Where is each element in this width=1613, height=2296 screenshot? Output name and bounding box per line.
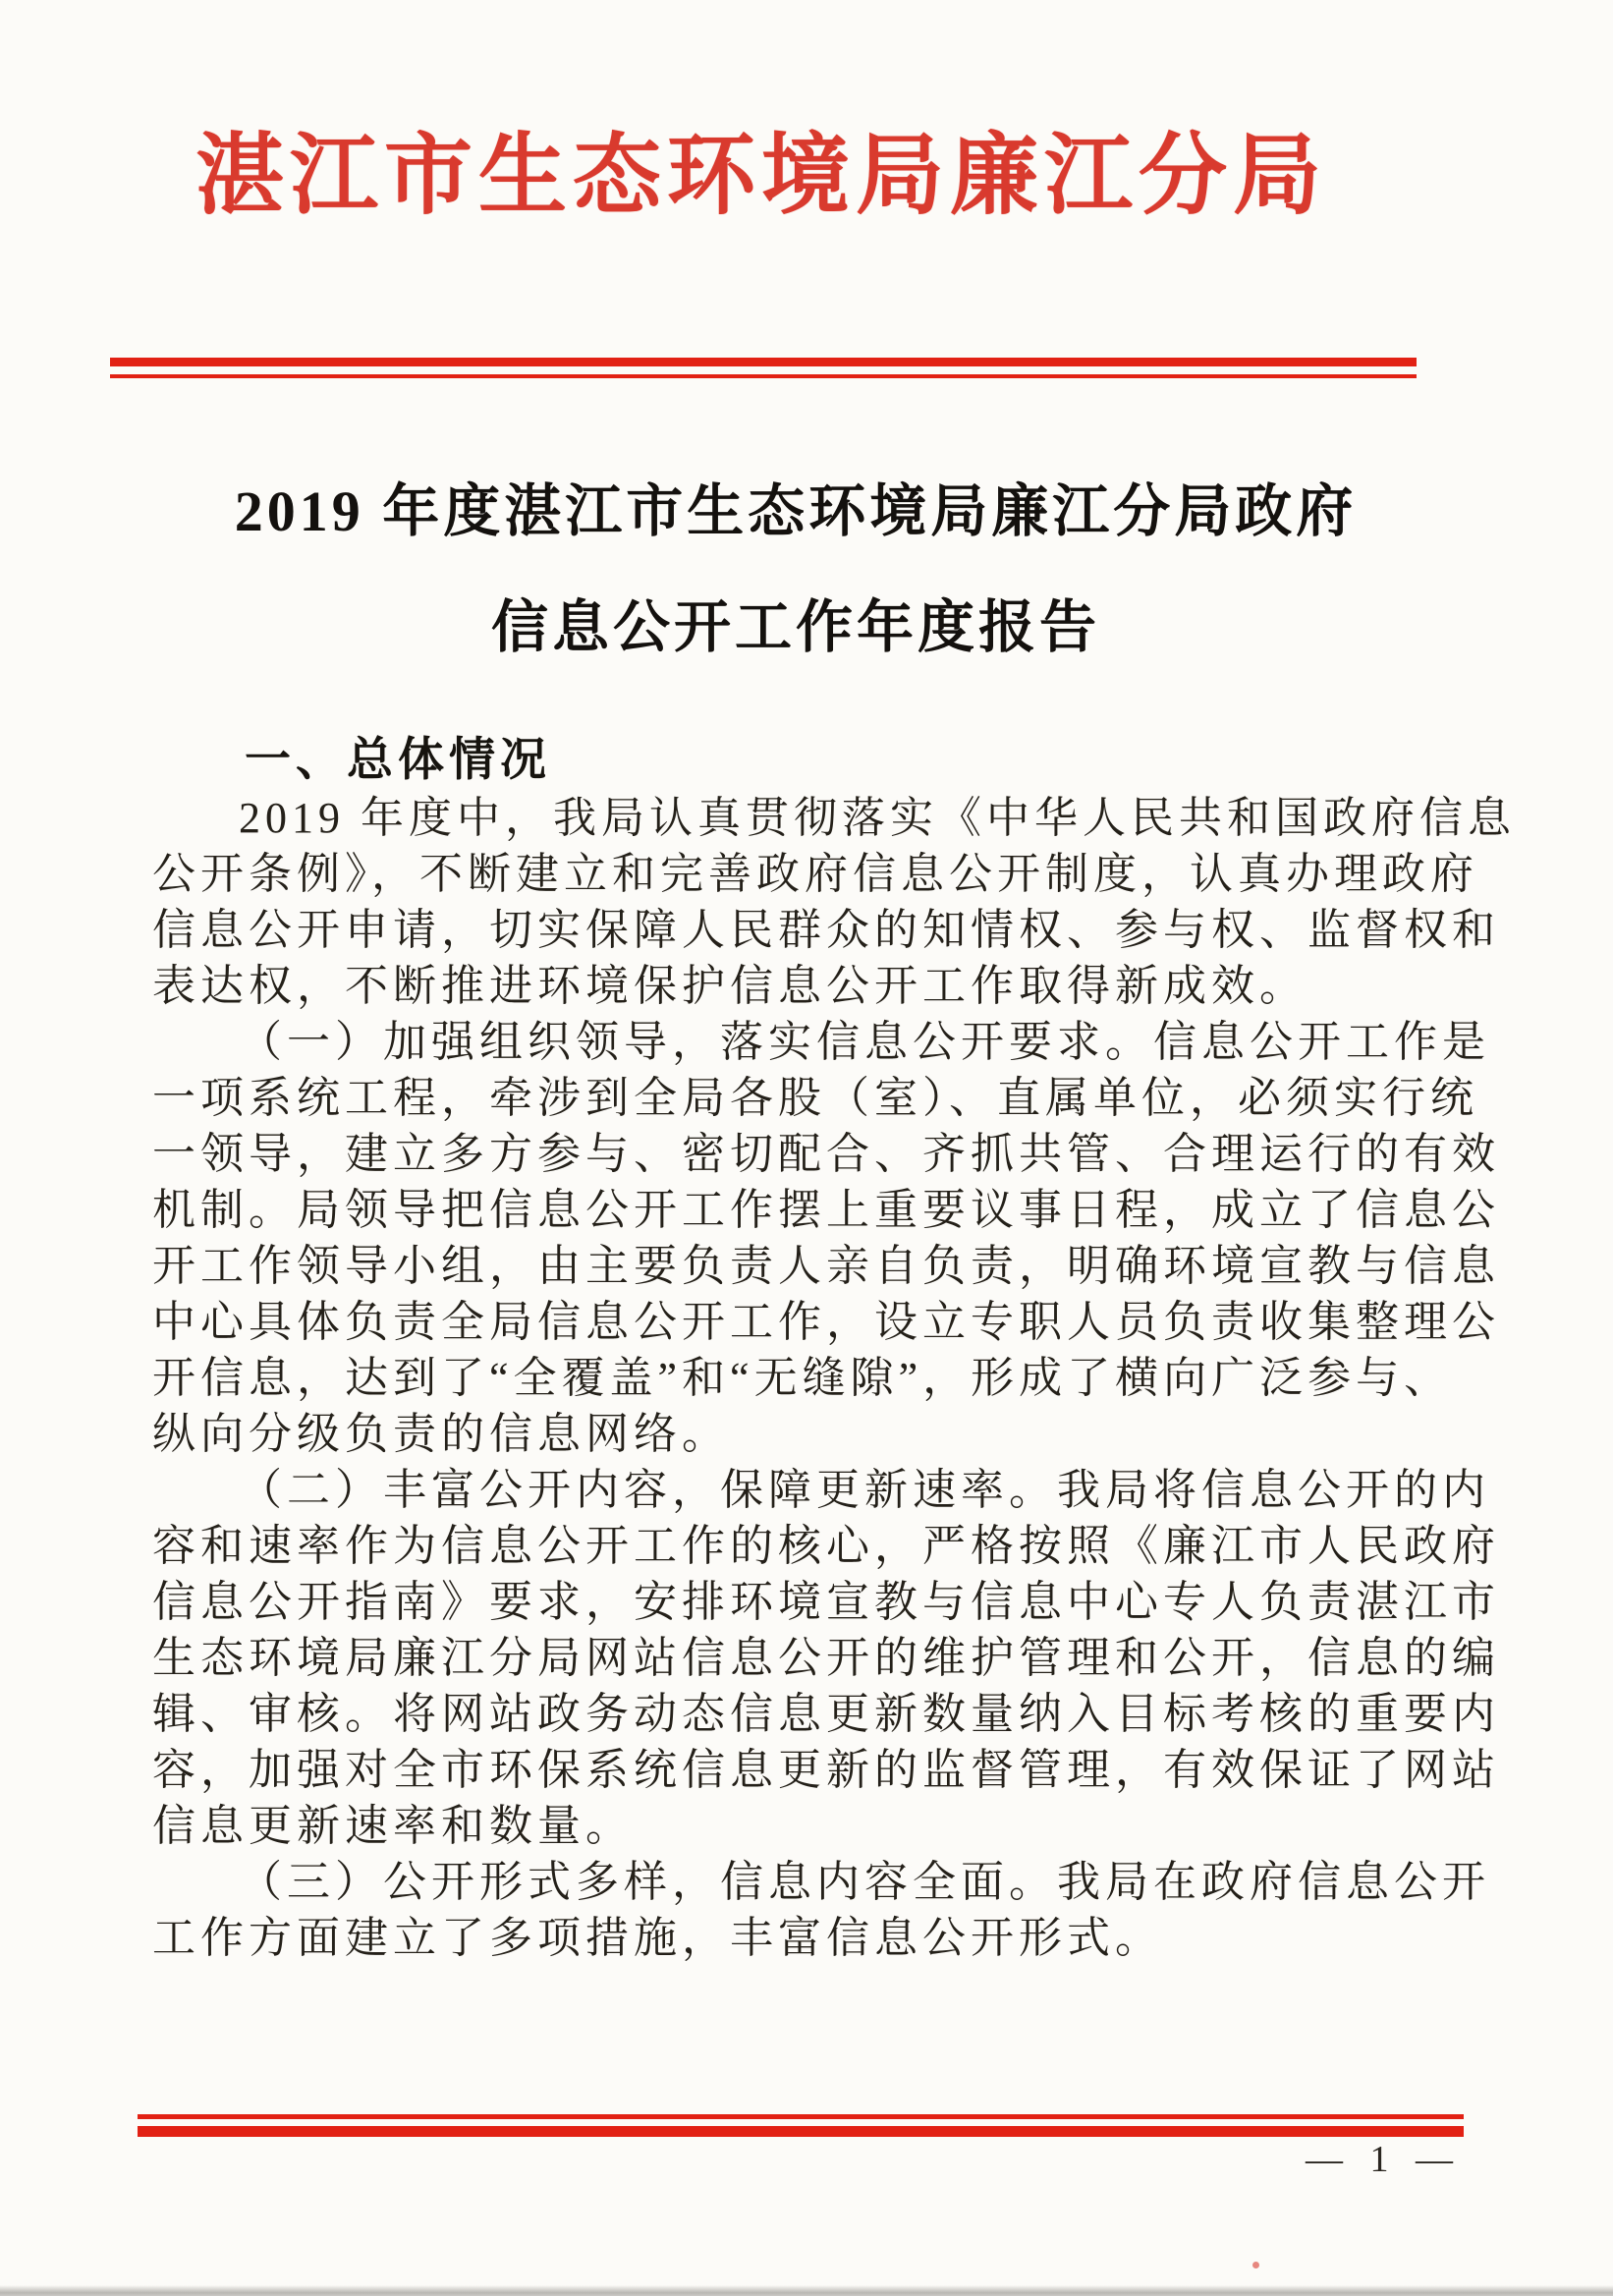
body-line: 信息更新速率和数量。 (152, 1802, 634, 1850)
body-line: 一领导，建立多方参与、密切配合、齐抓共管、合理运行的有效 (152, 1130, 1500, 1178)
page-number: — 1 — (1306, 2139, 1455, 2180)
body-line: 信息公开申请，切实保障人民群众的知情权、参与权、监督权和 (152, 906, 1500, 954)
body-line: 机制。局领导把信息公开工作摆上重要议事日程，成立了信息公 (152, 1186, 1500, 1234)
footer-rule-thick (138, 2126, 1464, 2137)
body-line: （二）丰富公开内容，保障更新速率。我局将信息公开的内 (239, 1466, 1490, 1514)
body-line: 2019 年度中，我局认真贯彻落实《中华人民共和国政府信息 (239, 794, 1516, 842)
body-line: （一）加强组织领导，落实信息公开要求。信息公开工作是 (239, 1018, 1490, 1066)
body-line: 开信息，达到了“全覆盖”和“无缝隙”，形成了横向广泛参与、 (152, 1354, 1453, 1402)
body-line: 容和速率作为信息公开工作的核心，严格按照《廉江市人民政府 (152, 1522, 1500, 1570)
document-body (152, 729, 1516, 1966)
title-line-1: 2019 年度湛江市生态环境局廉江分局政府 (234, 479, 1358, 543)
body-line: 纵向分级负责的信息网络。 (152, 1410, 730, 1458)
body-lines (152, 790, 1516, 1966)
body-line: 信息公开指南》要求，安排环境宣教与信息中心专人负责湛江市 (152, 1578, 1500, 1626)
scan-speck (1252, 2262, 1259, 2268)
document-title (59, 454, 1532, 686)
title-line-2: 信息公开工作年度报告 (490, 595, 1100, 659)
footer-double-rule (138, 2114, 1464, 2137)
header-rule-thick (110, 358, 1417, 366)
body-line: 开工作领导小组，由主要负责人亲自负责，明确环境宣教与信息 (152, 1242, 1500, 1290)
header-rule-thin (110, 374, 1417, 378)
body-line: 表达权，不断推进环境保护信息公开工作取得新成效。 (152, 962, 1307, 1010)
agency-letterhead: 湛江市生态环境局廉江分局 (195, 128, 1327, 225)
header-double-rule (110, 358, 1417, 378)
section-heading: 一、总体情况 (245, 733, 551, 785)
body-line: 容，加强对全市环保系统信息更新的监督管理，有效保证了网站 (152, 1746, 1500, 1794)
body-line: 生态环境局廉江分局网站信息公开的维护管理和公开，信息的编 (152, 1634, 1500, 1682)
body-line: 辑、审核。将网站政务动态信息更新数量纳入目标考核的重要内 (152, 1690, 1500, 1738)
body-line: 一项系统工程，牵涉到全局各股（室）、直属单位，必须实行统 (152, 1074, 1478, 1122)
scan-edge (0, 2285, 1613, 2296)
body-line: 公开条例》，不断建立和完善政府信息公开制度，认真办理政府 (152, 850, 1478, 898)
body-line: （三）公开形式多样，信息内容全面。我局在政府信息公开 (239, 1858, 1490, 1906)
body-line: 工作方面建立了多项措施，丰富信息公开形式。 (152, 1914, 1163, 1962)
footer-rule-thin (138, 2114, 1464, 2119)
body-line: 中心具体负责全局信息公开工作，设立专职人员负责收集整理公 (152, 1298, 1500, 1346)
